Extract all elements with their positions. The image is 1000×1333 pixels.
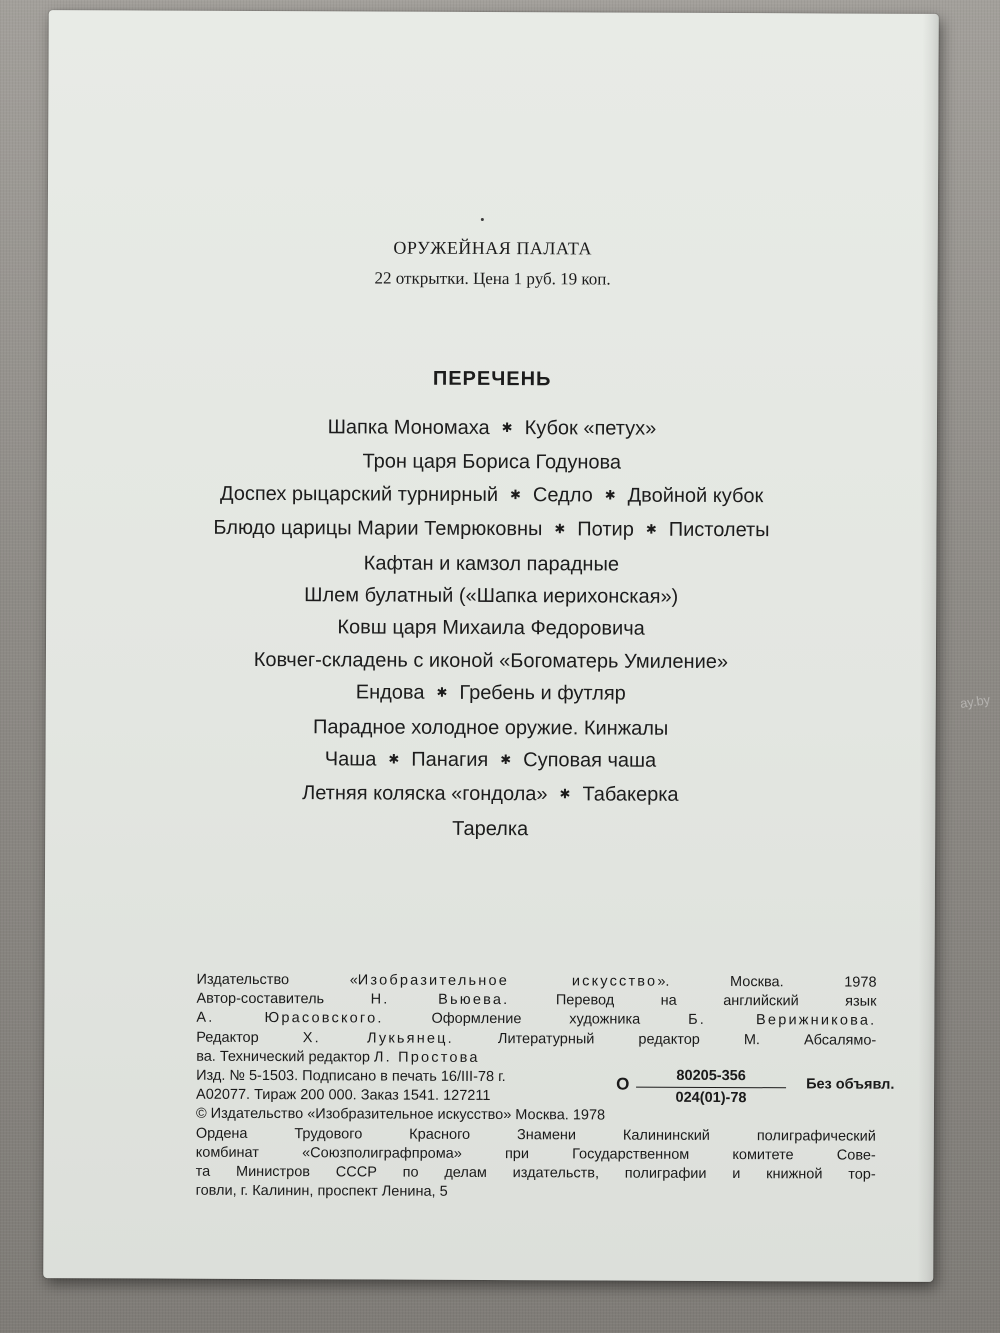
tech-editor-name: Л. Простова	[373, 1049, 480, 1066]
code-denominator: 024(01)-78	[675, 1090, 747, 1107]
contents-item: Шапка Мономаха	[327, 416, 490, 439]
contents-item: Чаша	[324, 748, 377, 771]
design-label: Оформление художника	[431, 1011, 641, 1029]
editor-label: Редактор	[196, 1029, 259, 1046]
set-price-line: 22 открытки. Цена 1 руб. 19 коп.	[374, 268, 611, 289]
imprint-printer-line-3: та Министров СССР по делам издательств, полиграфии и книжной тор-	[195, 1163, 876, 1183]
publisher-name: Изобразительное искусство	[357, 972, 658, 990]
imprint-printer-line-1: Ордена Трудового Красного Знамени Калининский полиграфический	[195, 1125, 876, 1145]
ink-speck	[481, 218, 484, 221]
contents-list	[45, 410, 937, 847]
classification-letter: О	[616, 1074, 630, 1094]
imprint-printer-line-2: комбинат «Союзполиграфпрома» при Государственном комитете Сове-	[195, 1144, 876, 1164]
contents-item: Тарелка	[452, 817, 529, 841]
designer-name: Б. Верижникова.	[688, 1012, 877, 1030]
contents-item: Потир	[577, 518, 634, 541]
code-numerator: 80205-356	[636, 1067, 786, 1089]
contents-item: Летняя коляска «гондола»	[302, 782, 548, 806]
imprint-block	[195, 971, 895, 1204]
contents-item: Седло	[532, 483, 593, 507]
contents-item: Ковчег-складень с иконой «Богоматерь Умиление»	[253, 648, 729, 673]
asterisk-separator-icon: ✱	[645, 521, 657, 537]
contents-row	[45, 742, 935, 780]
contents-heading: ПЕРЕЧЕНЬ	[432, 367, 552, 391]
asterisk-separator-icon: ✱	[509, 486, 521, 502]
contents-row	[47, 444, 937, 480]
postcard-set-back-cover	[43, 10, 939, 1282]
imprint-printer-line-4: говли, г. Калинин, проспект Ленина, 5	[195, 1182, 448, 1201]
line5-start: ва.	[196, 1048, 216, 1065]
imprint-translator-line	[196, 1009, 876, 1031]
imprint-code-block	[196, 1067, 895, 1108]
contents-item: Гребень и футляр	[459, 682, 626, 705]
contents-row	[46, 511, 936, 549]
asterisk-separator-icon: ✱	[388, 751, 400, 767]
set-title: ОРУЖЕЙНАЯ ПАЛАТА	[393, 237, 593, 259]
contents-item: Блюдо царицы Марии Темрюковны	[213, 517, 543, 541]
asterisk-separator-icon: ✱	[500, 752, 512, 768]
translator-name: А. Юрасовского.	[196, 1010, 384, 1027]
asterisk-separator-icon: ✱	[554, 521, 566, 537]
contents-row	[46, 710, 936, 746]
site-watermark: ay.by	[958, 691, 991, 712]
contents-row	[45, 777, 935, 815]
contents-row	[47, 410, 937, 448]
contents-item: Табакерка	[582, 783, 679, 807]
imprint-copyright-line: © Издательство «Изобразительное искусство» Москва. 1978	[195, 1106, 606, 1124]
izd-line: Изд. № 5-1503. Подписано в печать 16/III-78 г.	[196, 1067, 506, 1086]
tech-editor-label: Технический редактор	[219, 1048, 370, 1066]
translation-label: Перевод на английский язык	[555, 992, 877, 1010]
contents-item: Трон царя Бориса Годунова	[362, 450, 622, 474]
contents-item: Двойной кубок	[627, 484, 764, 507]
contents-item: Ковш царя Михаила Федоровича	[337, 616, 645, 641]
publisher-suffix: ». Москва. 1978	[657, 973, 877, 991]
asterisk-separator-icon: ✱	[501, 420, 513, 436]
contents-item: Ендова	[355, 681, 425, 704]
contents-item: Шлем булатный («Шапка иерихонская»)	[304, 584, 679, 608]
contents-row	[47, 477, 937, 515]
contents-row	[46, 578, 936, 614]
contents-item: Кубок «петух»	[524, 417, 657, 440]
contents-item: Пистолеты	[668, 518, 770, 542]
compiler-name: Н. Вьюева.	[370, 991, 510, 1009]
lit-editor-label: Литературный редактор М. Абсалямо-	[497, 1030, 877, 1049]
contents-item: Панагия	[411, 748, 489, 772]
print-run-line: А02077. Тираж 200 000. Заказ 1541. 127211	[196, 1086, 491, 1105]
code-note: Без объявл.	[806, 1076, 895, 1093]
compiler-label: Автор-составитель	[196, 990, 325, 1008]
contents-item: Кафтан и камзол парадные	[363, 552, 620, 576]
publisher-prefix: Издательство «	[196, 971, 358, 989]
contents-row	[46, 610, 936, 646]
contents-item: Суповая чаша	[523, 749, 657, 772]
classification-code	[636, 1067, 786, 1109]
asterisk-separator-icon: ✱	[604, 487, 616, 503]
contents-item: Парадное холодное оружие. Кинжалы	[312, 715, 669, 740]
asterisk-separator-icon: ✱	[436, 685, 448, 701]
contents-item: Доспех рыцарский турнирный	[219, 482, 499, 506]
editor-name: Х. Лукьянец.	[302, 1029, 454, 1047]
contents-row	[46, 546, 936, 582]
asterisk-separator-icon: ✱	[559, 786, 571, 802]
contents-row	[45, 811, 935, 847]
contents-row	[46, 675, 936, 713]
contents-row	[46, 643, 936, 679]
